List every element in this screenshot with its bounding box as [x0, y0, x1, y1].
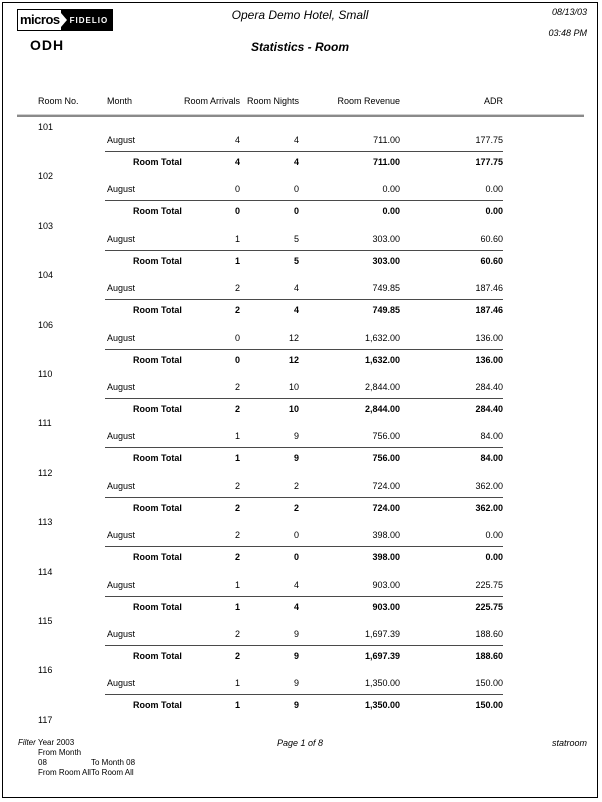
- month-rows: [17, 134, 584, 151]
- column-header-row: [17, 96, 503, 106]
- month-nights: 10: [288, 381, 299, 392]
- room-group: [17, 220, 584, 269]
- filter-line-month: [38, 748, 135, 768]
- month-adr: 0.00: [485, 530, 503, 541]
- spacer-cell: [17, 503, 92, 513]
- spacer-cell: [17, 256, 92, 266]
- month-arrivals: 2: [234, 283, 240, 294]
- month-adr: 188.60: [475, 628, 503, 639]
- room-group: [17, 615, 584, 664]
- total-adr: 150.00: [475, 700, 503, 711]
- logo-micros-text: micros: [18, 10, 61, 30]
- room-total-row: [17, 300, 584, 315]
- room-group: [17, 417, 584, 466]
- total-arrivals: 0: [234, 354, 240, 365]
- room-total-label: Room Total: [133, 650, 182, 661]
- room-total-row: [17, 201, 584, 216]
- total-adr: 0.00: [485, 552, 503, 563]
- room-total-row: [17, 350, 584, 365]
- total-nights: 12: [288, 354, 299, 365]
- report-date: 08/13/03: [551, 7, 587, 17]
- total-arrivals: 2: [234, 305, 240, 316]
- filter-from-room: From Room All: [38, 768, 91, 777]
- month-name: August: [107, 135, 136, 145]
- month-name: August: [107, 332, 136, 343]
- room-number: 113: [38, 517, 53, 528]
- room-number: 103: [38, 220, 54, 231]
- total-adr: 284.40: [475, 403, 503, 414]
- spacer-cell: [17, 157, 92, 167]
- room-total-label: Room Total: [133, 354, 182, 365]
- spacer-cell: [17, 602, 92, 612]
- month-nights: 5: [293, 233, 299, 244]
- spacer-cell: [17, 206, 92, 216]
- month-nights: 12: [288, 332, 299, 343]
- logo-fidelio-label: FIDELIO: [69, 15, 109, 25]
- room-number: 114: [38, 566, 53, 577]
- room-number: 115: [38, 615, 53, 626]
- filter-label: Filter: [18, 738, 36, 747]
- room-number-row: [17, 121, 584, 134]
- month-nights: 9: [293, 678, 299, 689]
- total-revenue: 1,697.39: [364, 650, 400, 661]
- room-total-row: [17, 597, 584, 612]
- room-group: [17, 269, 584, 318]
- month-revenue: 756.00: [372, 431, 400, 442]
- room-number: 101: [38, 122, 54, 132]
- month-arrivals: 2: [234, 628, 240, 639]
- column-header-room-arrivals: Room Arrivals: [183, 96, 240, 106]
- report-code: statroom: [551, 738, 587, 748]
- spacer-cell: [17, 355, 92, 365]
- total-arrivals: 1: [234, 601, 240, 612]
- room-number-row: [17, 170, 584, 183]
- total-arrivals: 1: [234, 453, 240, 464]
- room-total-label: Room Total: [133, 453, 182, 464]
- month-rows: [17, 628, 584, 645]
- room-total-row: [17, 498, 584, 513]
- month-name: August: [107, 283, 136, 294]
- page-number: Page 1 of 8: [276, 738, 324, 748]
- month-arrivals: 0: [234, 332, 240, 343]
- month-row: [17, 579, 584, 596]
- room-number: 116: [38, 665, 53, 676]
- room-total-label: Room Total: [133, 157, 182, 167]
- room-number: 104: [38, 270, 54, 281]
- room-group: [17, 121, 584, 170]
- total-arrivals: 4: [234, 157, 240, 167]
- total-adr: 60.60: [480, 255, 503, 266]
- spacer-cell: [17, 552, 92, 562]
- total-revenue: 756.00: [372, 453, 400, 464]
- room-number: 102: [38, 171, 54, 182]
- spacer-cell: [17, 404, 92, 414]
- month-adr: 150.00: [475, 678, 503, 689]
- column-header-month: Month: [107, 96, 133, 106]
- month-rows: [17, 579, 584, 596]
- total-nights: 9: [293, 700, 299, 711]
- month-arrivals: 1: [234, 431, 240, 442]
- room-total-row: [17, 152, 584, 167]
- room-group: [17, 516, 584, 565]
- total-nights: 0: [293, 206, 299, 217]
- room-number: 112: [38, 467, 53, 478]
- room-group: [17, 664, 584, 713]
- total-revenue: 903.00: [372, 601, 400, 612]
- month-row: [17, 282, 584, 299]
- total-nights: 0: [293, 552, 299, 563]
- total-nights: 2: [293, 502, 299, 513]
- room-number-row: [17, 467, 584, 480]
- total-arrivals: 0: [234, 206, 240, 217]
- filter-to-month: To Month 08: [91, 758, 136, 767]
- spacer-cell: [17, 453, 92, 463]
- column-header-room-revenue: Room Revenue: [337, 96, 400, 106]
- spacer-cell: [17, 651, 92, 661]
- month-row: [17, 183, 584, 200]
- month-adr: 187.46: [475, 283, 503, 294]
- month-nights: 0: [293, 530, 299, 541]
- month-row: [17, 134, 584, 151]
- month-adr: 84.00: [480, 431, 503, 442]
- month-arrivals: 1: [234, 579, 240, 590]
- month-nights: 4: [293, 283, 299, 294]
- filter-line-room: [38, 768, 135, 778]
- hotel-name-title: Opera Demo Hotel, Small: [231, 8, 369, 22]
- month-row: [17, 332, 584, 349]
- month-nights: 0: [293, 184, 299, 195]
- month-arrivals: 2: [234, 480, 240, 491]
- room-number-row: [17, 566, 584, 579]
- room-group: [17, 368, 584, 417]
- month-adr: 60.60: [480, 233, 503, 244]
- report-time: 03:48 PM: [548, 28, 587, 38]
- month-revenue: 903.00: [372, 579, 400, 590]
- total-adr: 177.75: [475, 157, 503, 167]
- month-rows: [17, 529, 584, 546]
- month-revenue: 2,844.00: [364, 381, 400, 392]
- month-rows: [17, 233, 584, 250]
- room-total-label: Room Total: [133, 552, 182, 563]
- room-group: [17, 170, 584, 219]
- month-name: August: [107, 184, 136, 195]
- month-arrivals: 0: [234, 184, 240, 195]
- month-rows: [17, 381, 584, 398]
- room-total-row: [17, 399, 584, 414]
- month-nights: 2: [293, 480, 299, 491]
- month-arrivals: 1: [234, 678, 240, 689]
- month-rows: [17, 480, 584, 497]
- header-rule: [17, 114, 584, 117]
- month-name: August: [107, 381, 136, 392]
- month-nights: 4: [293, 135, 299, 145]
- total-revenue: 303.00: [372, 255, 400, 266]
- room-total-label: Room Total: [133, 255, 182, 266]
- total-nights: 4: [293, 157, 299, 167]
- month-name: August: [107, 530, 136, 541]
- room-number-row: [17, 417, 584, 430]
- total-nights: 10: [288, 403, 299, 414]
- month-rows: [17, 430, 584, 447]
- total-adr: 362.00: [475, 502, 503, 513]
- month-row: [17, 480, 584, 497]
- room-number-row: [17, 269, 584, 282]
- month-arrivals: 2: [234, 530, 240, 541]
- table-body: [17, 121, 584, 763]
- room-number-row: [17, 220, 584, 233]
- room-group: [17, 319, 584, 368]
- month-revenue: 1,697.39: [364, 628, 400, 639]
- total-nights: 9: [293, 650, 299, 661]
- total-arrivals: 2: [234, 403, 240, 414]
- month-name: August: [107, 431, 136, 442]
- room-total-row: [17, 547, 584, 562]
- room-total-row: [17, 695, 584, 710]
- column-header-adr: ADR: [483, 96, 503, 106]
- month-row: [17, 628, 584, 645]
- total-revenue: 2,844.00: [364, 403, 400, 414]
- month-revenue: 724.00: [372, 480, 400, 491]
- month-row: [17, 529, 584, 546]
- month-revenue: 1,350.00: [364, 678, 400, 689]
- filter-from-month: From Month 08: [38, 748, 82, 767]
- month-revenue: 749.85: [372, 283, 400, 294]
- month-rows: [17, 332, 584, 349]
- total-arrivals: 2: [234, 552, 240, 563]
- property-code: ODH: [30, 37, 65, 53]
- total-adr: 136.00: [475, 354, 503, 365]
- month-name: August: [107, 233, 136, 244]
- month-revenue: 1,632.00: [364, 332, 400, 343]
- spacer-cell: [17, 700, 92, 710]
- column-header-room-no: Room No.: [38, 96, 79, 106]
- room-total-row: [17, 448, 584, 463]
- month-row: [17, 381, 584, 398]
- total-nights: 4: [293, 305, 299, 316]
- month-adr: 0.00: [485, 184, 503, 195]
- total-adr: 187.46: [475, 305, 503, 316]
- report-page: [2, 2, 598, 798]
- total-revenue: 0.00: [382, 206, 400, 217]
- room-number-row: [17, 714, 584, 727]
- month-rows: [17, 282, 584, 299]
- room-total-label: Room Total: [133, 206, 182, 217]
- report-title: Statistics - Room: [250, 40, 349, 54]
- month-adr: 284.40: [475, 381, 503, 392]
- month-row: [17, 233, 584, 250]
- month-revenue: 711.00: [373, 135, 400, 145]
- month-adr: 136.00: [475, 332, 503, 343]
- room-total-label: Room Total: [133, 305, 182, 316]
- room-number-row: [17, 319, 584, 332]
- total-nights: 9: [293, 453, 299, 464]
- total-revenue: 1,350.00: [364, 700, 400, 711]
- column-header-room-nights: Room Nights: [246, 96, 299, 106]
- total-revenue: 724.00: [372, 502, 400, 513]
- month-arrivals: 1: [234, 233, 240, 244]
- room-number: 111: [38, 418, 52, 429]
- room-total-label: Room Total: [133, 502, 182, 513]
- room-total-label: Room Total: [133, 700, 182, 711]
- month-nights: 9: [293, 628, 299, 639]
- total-arrivals: 2: [234, 650, 240, 661]
- total-revenue: 1,632.00: [364, 354, 400, 365]
- room-number-row: [17, 368, 584, 381]
- room-total-label: Room Total: [133, 601, 182, 612]
- total-revenue: 711.00: [372, 157, 400, 167]
- month-name: August: [107, 480, 136, 491]
- month-nights: 4: [293, 579, 299, 590]
- room-group: [17, 566, 584, 615]
- month-adr: 225.75: [475, 579, 503, 590]
- room-total-label: Room Total: [133, 403, 182, 414]
- month-nights: 9: [293, 431, 299, 442]
- total-nights: 4: [293, 601, 299, 612]
- total-revenue: 398.00: [372, 552, 400, 563]
- total-nights: 5: [293, 255, 299, 266]
- month-name: August: [107, 628, 136, 639]
- month-rows: [17, 183, 584, 200]
- room-number-row: [17, 615, 584, 628]
- room-number-row: [17, 516, 584, 529]
- month-revenue: 0.00: [382, 184, 400, 195]
- spacer-cell: [17, 305, 92, 315]
- month-adr: 177.75: [475, 135, 503, 145]
- month-name: August: [107, 678, 136, 689]
- room-group: [17, 467, 584, 516]
- total-adr: 188.60: [475, 650, 503, 661]
- total-arrivals: 1: [234, 700, 240, 711]
- month-revenue: 398.00: [372, 530, 400, 541]
- month-row: [17, 677, 584, 694]
- total-adr: 225.75: [475, 601, 503, 612]
- room-number: 106: [38, 319, 54, 330]
- total-adr: 0.00: [485, 206, 503, 217]
- month-arrivals: 2: [234, 381, 240, 392]
- total-arrivals: 2: [234, 502, 240, 513]
- month-arrivals: 4: [234, 135, 240, 145]
- total-arrivals: 1: [234, 255, 240, 266]
- month-revenue: 303.00: [372, 233, 400, 244]
- month-rows: [17, 677, 584, 694]
- room-number: 117: [38, 714, 53, 725]
- room-total-row: [17, 251, 584, 266]
- month-adr: 362.00: [475, 480, 503, 491]
- filter-to-room: To Room All: [91, 768, 134, 777]
- filter-year: Year 2003: [38, 738, 75, 747]
- room-total-row: [17, 646, 584, 661]
- total-revenue: 749.85: [372, 305, 400, 316]
- month-name: August: [107, 579, 136, 590]
- room-number-row: [17, 664, 584, 677]
- room-number: 110: [38, 368, 53, 379]
- month-row: [17, 430, 584, 447]
- total-adr: 84.00: [480, 453, 503, 464]
